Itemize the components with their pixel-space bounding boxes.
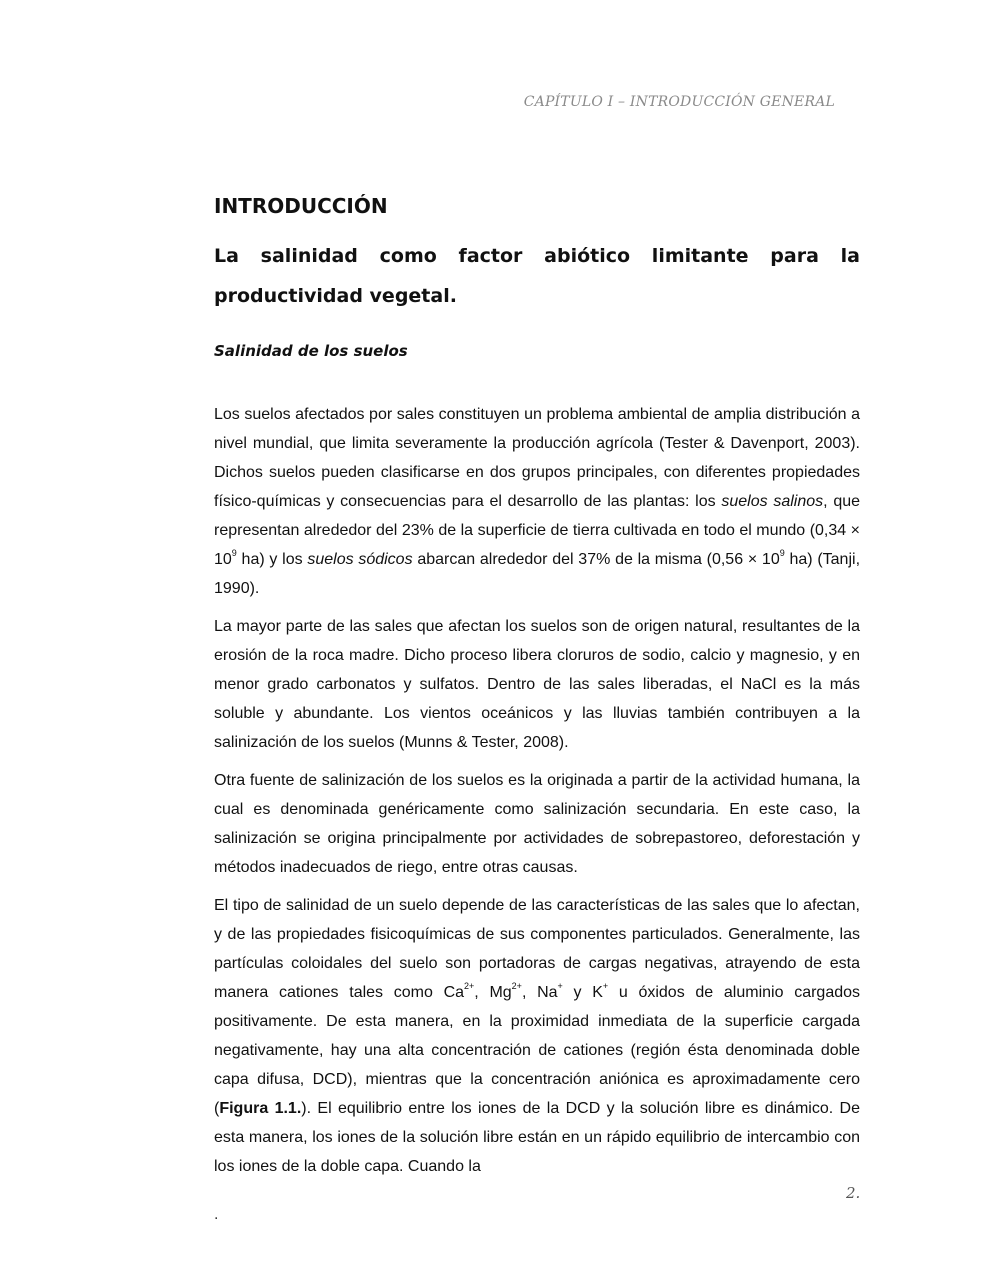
p4-text-g: y K [562,984,603,1001]
figure-reference: Figura 1.1. [219,1100,302,1117]
p1-text-a: Los suelos afectados por sales constituyen un problema ambiental de amplia distribución a nivel mundial, que limita severamente la producción agrícola (Tester & Davenport, 2003). Dichos suelos pueden clasificarse en dos grupos principales, con diferentes propiedades físico-químicas y consecuencias para el desarrollo de las plantas: los [214,406,860,510]
p4-text-i: u óxidos de aluminio cargados positivamente. De esta manera, en la proximidad inmediata de la superficie cargada negativamente, hay una alta concentración de cationes (región ésta denominada doble capa difusa, DCD), mientras que la concentración aniónica es aproximadamente cero ( [214,984,861,1117]
subsection-heading: Salinidad de los suelos [214,342,408,360]
p4-ca-charge: 2+ [464,980,475,991]
p1-exponent-2: 9 [779,547,785,558]
paragraph-3: Otra fuente de salinización de los suelos es la originada a partir de la actividad humana, la cual es denominada genéricamente como salinización secundaria. En este caso, la salinización se origina principalmente por actividades de sobrepastoreo, deforestación y métodos inadecuados de riego, entre otras causas. [214,772,860,876]
p4-text-e: , Na [521,984,558,1001]
page-number: 2. [846,1184,861,1202]
paragraph-4 [214,891,860,1181]
page-content [214,190,860,1190]
p4-text-a: El tipo de salinidad de un suelo depende de las características de las sales que lo afectan, y de las propiedades fisicoquímicas de sus componentes particulados. Generalmente, las partículas coloidales del suelo son portadoras de cargas negativas, atrayendo de esta manera cationes tales como Ca [214,897,860,1001]
paragraph-2: La mayor parte de las sales que afectan los suelos son de origen natural, resultantes de la erosión de la roca madre. Dicho proceso libera cloruros de sodio, calcio y magnesio, y en menor grado carbonatos y sulfatos. Dentro de las sales liberadas, el NaCl es la más soluble y abundante. Los vientos oceánicos y las lluvias también contribuyen a la salinización de los suelos (Munns & Tester, 2008). [214,618,860,751]
p1-text-i: ha) (Tanji, 1990). [214,551,861,597]
p1-text-e: ha) y los [236,551,308,568]
p1-term-suelos-salinos: suelos salinos [721,493,824,510]
p1-text-g: abarcan alrededor del 37% de la misma (0,56 × 10 [412,551,780,568]
p1-text-c: , que representan alrededor del 23% de la superficie de tierra cultivada en todo el mundo (0,34 × 10 [214,493,861,568]
p4-na-charge: + [557,980,563,991]
p4-text-c: , Mg [474,984,512,1001]
p4-k-charge: + [602,980,609,991]
chapter-header: CAPÍTULO I – INTRODUCCIÓN GENERAL [523,94,835,110]
p1-term-suelos-sodicos: suelos sódicos [307,551,413,568]
section-subtitle: La salinidad como factor abiótico limitante para la productividad vegetal. [214,245,860,307]
p4-mg-charge: 2+ [511,980,522,991]
page-title: INTRODUCCIÓN [214,194,388,218]
p4-text-k: ). El equilibrio entre los iones de la DCD y la solución libre es dinámico. De esta manera, los iones de la solución libre están en un rápido equilibrio de intercambio con los iones de la doble capa. Cuando la [214,1100,860,1175]
footer-mark: . [214,1206,219,1223]
p1-exponent-1: 9 [231,547,237,558]
paragraph-1 [214,400,860,603]
